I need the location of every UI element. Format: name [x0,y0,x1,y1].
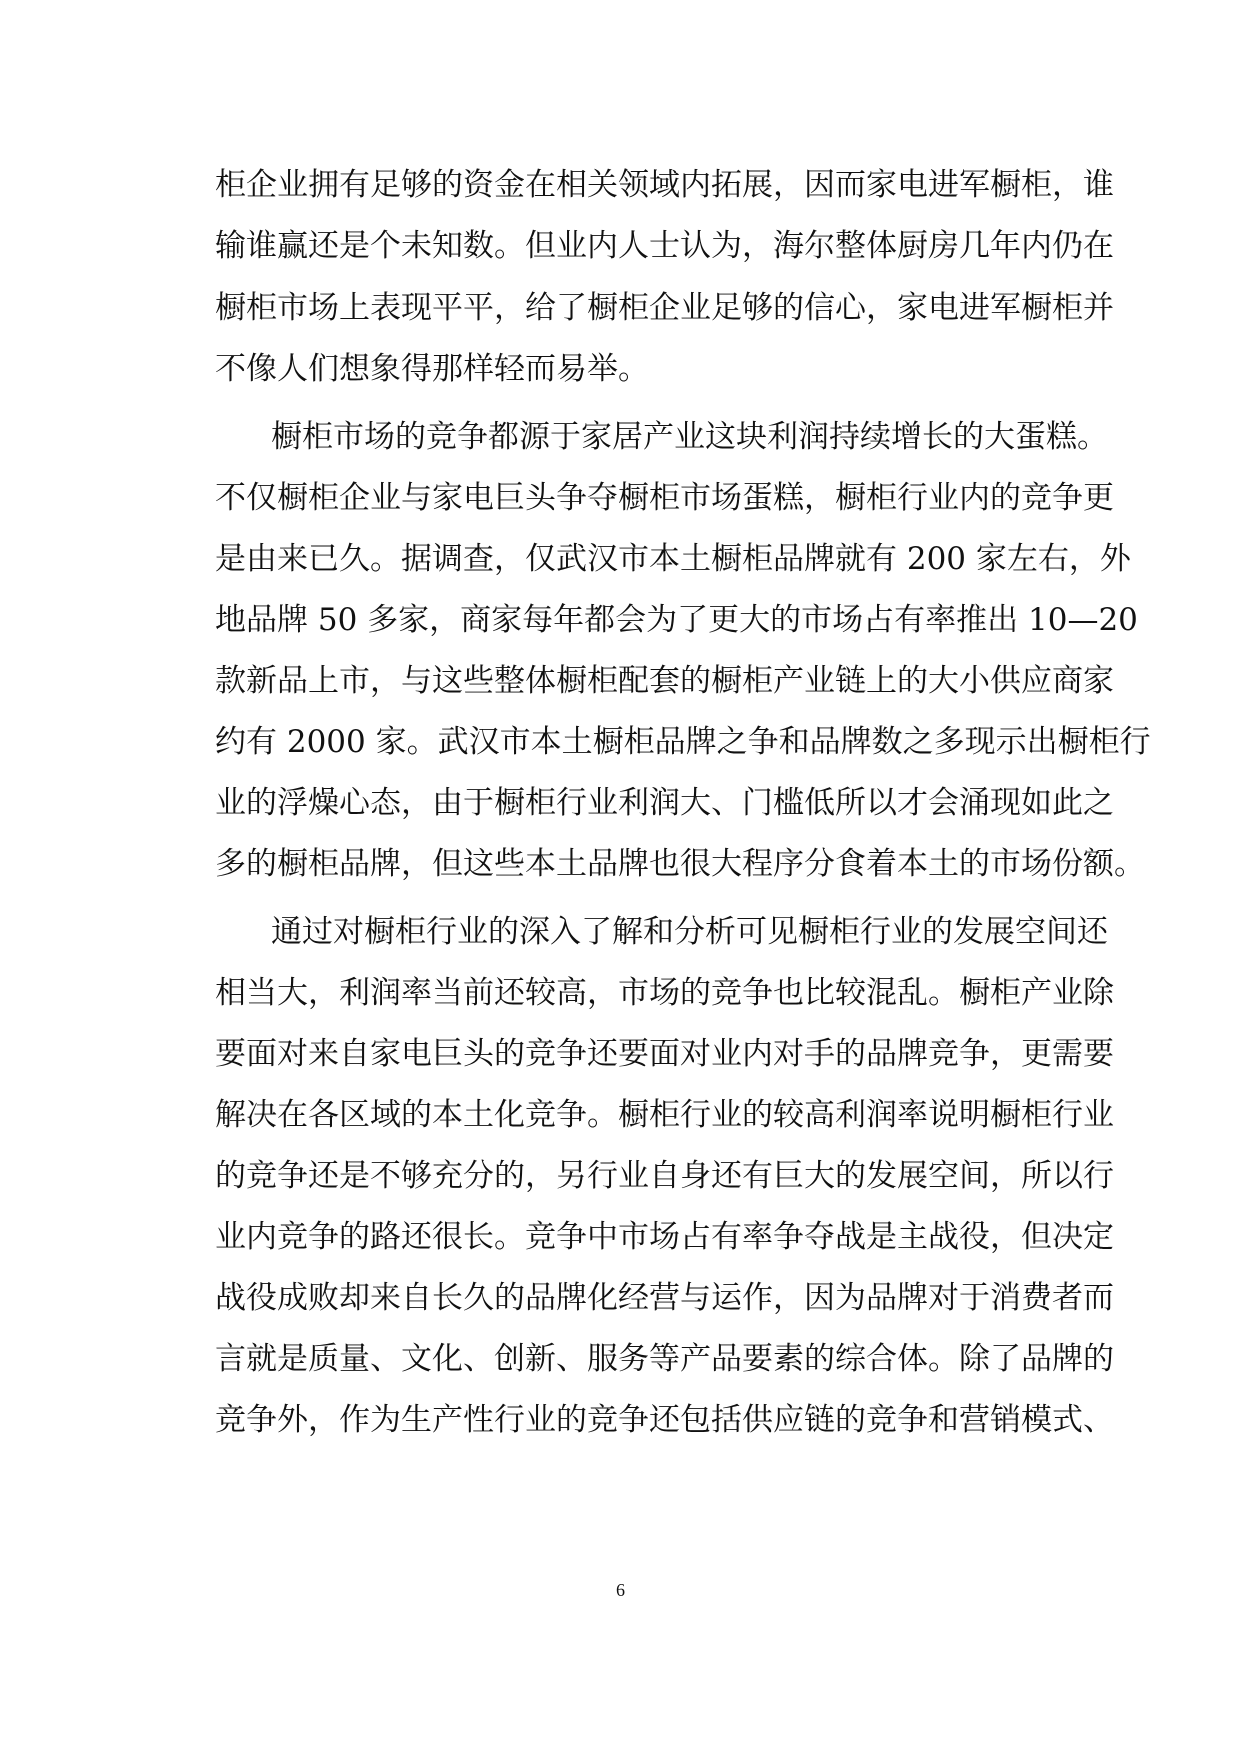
paragraph-3-line-9: 竞争外，作为生产性行业的竞争还包括供应链的竞争和营销模式、 [215,1402,1114,1438]
paragraph-3-line-8: 言就是质量、文化、创新、服务等产品要素的综合体。除了品牌的 [215,1341,1114,1377]
paragraph-2-line-2: 不仅橱柜企业与家电巨头争夺橱柜市场蛋糕，橱柜行业内的竞争更 [215,480,1114,516]
paragraph-2-line-8: 多的橱柜品牌，但这些本土品牌也很大程序分食着本土的市场份额。 [215,846,1145,882]
paragraph-1-line-2: 输谁赢还是个未知数。但业内人士认为，海尔整体厨房几年内仍在 [215,228,1114,264]
paragraph-3-line-2: 相当大，利润率当前还较高，市场的竞争也比较混乱。橱柜产业除 [215,975,1114,1011]
paragraph-1-line-4: 不像人们想象得那样轻而易举。 [215,351,649,387]
page-number: 6 [616,1580,625,1600]
paragraph-2-line-4: 地品牌 50 多家，商家每年都会为了更大的市场占有率推出 10—20 [215,602,1138,638]
paragraph-2-line-1: 橱柜市场的竞争都源于家居产业这块利润持续增长的大蛋糕。 [271,419,1108,455]
paragraph-3-line-4: 解决在各区域的本土化竞争。橱柜行业的较高利润率说明橱柜行业 [215,1097,1114,1133]
paragraph-3-line-7: 战役成败却来自长久的品牌化经营与运作，因为品牌对于消费者而 [215,1280,1114,1316]
paragraph-2-line-6: 约有 2000 家。武汉市本土橱柜品牌之争和品牌数之多现示出橱柜行 [215,724,1151,760]
paragraph-3-line-5: 的竞争还是不够充分的，另行业自身还有巨大的发展空间，所以行 [215,1158,1114,1194]
paragraph-3-line-3: 要面对来自家电巨头的竞争还要面对业内对手的品牌竞争，更需要 [215,1036,1114,1072]
paragraph-2-line-3: 是由来已久。据调查，仅武汉市本土橱柜品牌就有 200 家左右，外 [215,541,1131,577]
paragraph-3-line-6: 业内竞争的路还很长。竞争中市场占有率争夺战是主战役，但决定 [215,1219,1114,1255]
paragraph-2-line-7: 业的浮燥心态，由于橱柜行业利润大、门槛低所以才会涌现如此之 [215,785,1114,821]
paragraph-3-line-1: 通过对橱柜行业的深入了解和分析可见橱柜行业的发展空间还 [271,914,1108,950]
paragraph-1-line-3: 橱柜市场上表现平平，给了橱柜企业足够的信心，家电进军橱柜并 [215,290,1114,326]
paragraph-1-line-1: 柜企业拥有足够的资金在相关领域内拓展，因而家电进军橱柜，谁 [215,167,1114,203]
paragraph-2-line-5: 款新品上市，与这些整体橱柜配套的橱柜产业链上的大小供应商家 [215,663,1114,699]
